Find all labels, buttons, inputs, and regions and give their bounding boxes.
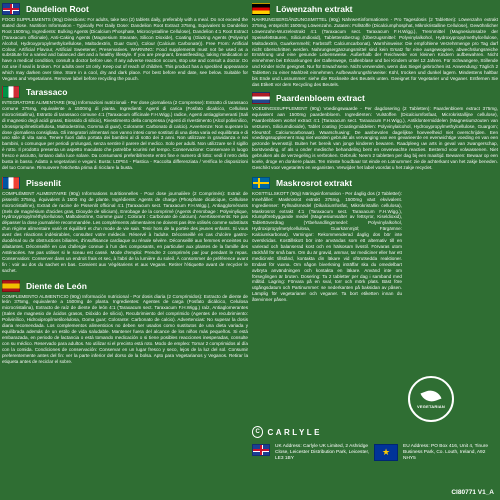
germany-flag-icon [252,3,270,15]
france-flag-icon [2,177,20,189]
section-text: COMPLEMENTO ALIMENTICIO (90g) Información nutricional - Por dosis diaria (2 Comprimidos): Extracto de diente de león 375mg, equivalente a 1500mg de planta. Ingredientes: Agentes de carga (Fosfato dicálcico, Celulosa microcristalina), Extracto de raíz de diente de león 4:1 (Taraxacum sect. Taraxacum F.H.Wigg.) raíz, Antiaglomerantes (Sales de magnesio de ácidos grasos, Dióxido de silicio), Recubrimiento del comprimido (Agentes de recubrimiento: Polivinílico, Hidroxipropilmetilcelulosa, Goma guar; Colorante: Carbonato de calcio). Advertencias: No superar la dosis diaria recomendada. Los complementos alimenticios no deben ser usados como sustitutos de una dieta variada y equilibrada además de un estilo de vida saludable. Mantener fuera del alcance de los niños más pequeños. Si está embarazada, en periodo de lactancia o está tomando medicación o si tiene posibles reacciones inesperadas, consulte con su médico. Reservado para adultos. No utilizar si el precinto está roto. Modo de empleo: Tomar 2 comprimidos al día con la comida. Condiciones de conservación: Conservar en un lugar fresco y seco, lejos de la luz del sol. Consumir preferentemente antes del fin: ver la parte inferior del dorso de la bolsa. Apto para Vegetarianos y Veganos. Retirar la etiqueta antes de reciclar el sobre. [2,293,248,364]
section-de [252,2,498,88]
section-nl [252,91,498,171]
section-it [2,85,248,171]
eu-flag-icon: ★ [374,444,398,461]
uk-flag-icon [2,3,20,15]
product-code: CI80771 V1_A [451,489,494,496]
section-header [252,2,498,16]
leaf-icon [420,387,441,404]
uk-address-row [252,444,372,462]
sweden-flag-icon [252,177,270,189]
section-se [252,176,402,303]
carlyle-c-icon: C [252,426,263,438]
carlyle-logo [252,424,322,440]
section-title: Dandelion Root [26,4,89,14]
section-text: FOOD SUPPLEMENTS (90g) Directions: For adults, take two (2) tablets daily, preferably with a meal. Do not exceed the stated dose. Nutrition Information - Typically Per Daily Dose: Dandelion Root Extract 375mg, Equivalent to Dandelion Root 1500mg. Ingredients: Bulking Agents (Dicalcium Phosphate, Microcrystalline Cellulose), Dandelion 4:1 Root Extract (Taraxacum officinale), Anti-Caking Agents (Magnesium Stearate, Silicon Dioxide), Coating (Glazing Agents (Polyvinyl Alcohol, Hydroxypropylmethylcellulose, Maltodextrin, Guar Gum), Colour (Calcium Carbonate)). Free From: Artificial Colour, Artificial Flavour, Artificial Sweetener, Preservatives. WARNING: Food supplements must not be used as a substitute for a varied and balanced diet and a healthy lifestyle. If you are pregnant, breastfeeding, taking medication or have a medical condition, consult a doctor before use. If any adverse reaction occurs, stop use and consult a doctor. Do not use if seal is broken. For adults over 18 only. Keep out of reach of children. This product has a speckled appearance which may darken over time. Store in a cool, dry and dark place. For best before end date, see below. Suitable for Vegans and Vegetarians. Remove label before recycling the pouch. [2,17,248,82]
section-title: Paardenbloem extract [276,92,365,103]
section-header [252,176,402,190]
right-column [252,0,498,303]
section-header [2,85,248,99]
section-en [2,2,248,82]
section-text: KOSTTILLSKOTT (90g) Näringsinformation - Per daglig dos (2 Tabletter): Innehåller: Maskrosrot extrakt 375mg, 1500mg växt ekvivalent. Ingredienser: Fyllnadsmedel (Dikalciumfosfat, Mikrokristallin cellulosa), Maskrosrot extrakt 4:1 (Taraxacum sect. Taraxacum F.H.Wigg.), Klumpförebyggande medel (Magnesiumsalter av fettsyror, Kiseldioxid), Tablettöverdrag (Ytbehandlingsmedel: Polyvinylalkohol, Hydroxipropylmetylcellulosa, Guarkärnmjöl; Färgämne: Kalciumkarbonat). Varningar: Rekommenderad daglig dos bör inte överskridas. Kosttillskott bör inte användas som ett alternativ till en varierad och balanserad kost och en hälsosam livsstil. Förvaras utom räckhåll för små barn. Om du är gravid, ammar, tar mediciner eller har ett medicinskt tillstånd, kontakta din läkare vid oförutsedda reaktioner. Endast för vuxna. Om någon biverkning inträffar ska du omedelbart avbryta användningen och kontakta en läkare. Använd inte om förseglingen är bruten. Dosering: Ta 2 tabletter per dag i samband med måltid. Lagring: Förvara på en sval, torr och mörk plats. Bäst före utgångsdatum och Partinummer: se nederkanten på baksidan av påsen. Lämplig för vegetarianer och veganer. Ta bort etiketten innan du återvinner påsen. [252,190,402,303]
italy-flag-icon [2,86,20,98]
company-block [252,424,498,474]
section-header [252,91,498,105]
section-fr [2,176,248,274]
section-title: Diente de León [26,280,87,291]
eu-address: EU Address: PO Box 416, Unit 4, Tinure Business Park, Co. Louth, Ireland, A92 NHY5 [403,444,489,461]
section-title: Pissenlit [26,177,61,188]
section-header [2,176,248,190]
section-title: Maskrosrot extrakt [276,177,353,188]
section-title: Tarassaco [26,86,68,97]
section-text: INTEGRATORE ALIMENTARE (90g) Informazioni nutrizionali - Per dose giornaliera (2 Compresse): Estratto di tarassaco comune 375mg, equivalente a 1500mg di pianta. Ingredienti: Agenti di carica (Fosfato dicalcico, Cellulosa microcristallina), Estratto di tarassaco comune 4:1 (Taraxacum officinale F.H.Wigg.) radice, Agenti antiagglomeranti (Sali di magnesio degli acidi grassi, Biossido di silicio), Rivestimento della compressa (Agenti di rivestimento (Alcol polivinilico, Idrossipropilmetilcellulosa, Maltodestrina, Gomma di guar), Colorante: Carbonato di calcio). Avvertenze: Non superare la dose giornaliera consigliata. Gli integratori alimentari non vanno intesi come sostituti di una dieta varia ed equilibrata e di uno stile di vita sano. Tenere fuori dalla portata dei bambini al di sotto dei 3 anni. Non utilizzare in gravidanza e nei bambini, o comunque per periodi prolungati, senza sentire il parere del medico. Solo per adulti. Non utilizzare se il sigillo è rotto. Il prodotto presenta un aspetto maculato che potrebbe scurirsi nel tempo. Conservazione: Conservare in luogo fresco e asciutto, lontano dalla luce solare. Da consumarsi preferibilmente entro fine e numero di lotto: vedi il retro della busta in basso. Adatto a vegetariani e vegani. Busta: LDPE4 - Plastica - Raccolta differenziata / Verifica le disposizioni del tuo Comune. Rimuovere l'etichetta prima di riciclare la busta. [2,99,248,170]
section-text: VOEDINGSSUPPLEMENT (90g) Voedingswaarde - Per dagdosering (2 Tabletten): Paardenbloem extract 375mg, equivalent aan 1500mg paardenbloem. Ingrediënten: Vulstoffen (Dicalciumfosfaat, Microkristallijne cellulose), Paardenbloem wortel extract 4:1 (Taraxacum sect. Taraxacum F.H.Wigg.), Antiklontermiddelen (Magnesiumzouten van vetzuren, Siliciumdioxide), Tablet coating (Coatingmiddelen: Polyvinylalcohol, Hydroxypropylmethylcellulose, Guargom; Kleurstof: Calciumcarbonaat). Waarschuwing: De aanbevolen dagelijkse hoeveelheid niet overschrijden. Een voedingssupplement mag niet worden gebruikt als vervanging van een gevarieerde en evenwichtige voeding en van een gezonde levensstijl. Buiten het bereik van jonge kinderen bewaren. Raadpleeg uw arts in geval van zwangerschap, borstvoeding, of als u onder medische behandeling bent en onverwachte reacties. Bestemd voor volwassenen. Niet gebruiken als de verzegeling is verbroken. Gebruik: Neem 2 tabletten per dag bij een maaltijd. Bewaren: Bewaar op een koele, droge en donkere plaats. Ten minste houdbaar tot einde en Lotnummer: zie de achterkant van het zakje beneden. Geschikt voor vegetariërs en veganisten. Verwijder het label voordat u het zakje recyclet. [252,105,498,170]
left-column [2,0,248,364]
section-es [2,279,248,365]
uk-address: UK Address: Carlyle UK Limited, 2 Ashridge Close, Leicester Distribution Park, Leicester, LE3 1BY [275,444,370,461]
uk-flag-icon [252,444,270,456]
eu-address-row [374,444,498,462]
section-header [2,2,248,16]
section-title: Löwenzahn extrakt [276,4,353,14]
vegetarian-badge [408,376,454,422]
section-header [2,279,248,293]
section-text: NAHRUNGSERGÄNZUNGSMITTEL (90g) Nährwertinformationen - Pro Tagesdosis (2 Tabletten): Löwenzahn extrakt 375mg, entspricht 1500mg Löwenzahn. Zutaten: Füllstoffe (Dicalciumphosphat, Mikrokristalline Cellulose), Gewöhnlicher Löwenzahn-Wurzelextrakt 4:1 (Taraxacum sect. Taraxacum F.H.Wigg.), Trennmittel (Magnesiumsalze der Speisefettsäuren, Siliciumdioxid), Tablettenüberzug (Überzugsmittel: Polyvinylalkohol, Hydroxypropylmethylcellulose, Maltodextrin, Guarkernmehl; Farbstoff: Calciumcarbonat). Warnhinweise: Die empfohlene Verzehrmenge pro Tag darf nicht überschritten werden. Nahrungsergänzungsmittel sind kein Ersatz für eine ausgewogene, abwechslungsreiche Ernährung und eine gesunde Lebensweise. Außerhalb der Reichweite von kleinen Kindern aufbewahren. Nicht einnehmen bei Erkrankungen der Gallenwege, Gallenblase und bei Kindern unter 12 Jahren. Für Schwangere, Stillende und Kinder nicht geeignet. Nur für Erwachsene. Nicht verwenden, wenn das Siegel gebrochen ist. Anwendung: Täglich 2 Tabletten zu einer Mahlzeit einnehmen. Aufbewahrungshinweise: Kühl, trocken und dunkel lagern. Mindestens haltbar bis Ende und Losnummer: siehe die Rückseite des Beutels unten. Geeignet für Vegetarier und Veganer. Entfernen Sie das Etikett vor dem Recycling des Beutels. [252,17,498,87]
section-text: COMPLÉMENT ALIMENTAIRE (90g) Informations nutritionnelles - Pour dose journalière (2 Comprimés): Extrait de pissenlit 375mg, équivalent à 1500 mg de plante. Ingrédients: Agents de charge (Phosphate dicalcique, Cellulose microcristalline), Extrait de racine de Pissenlit officinal 4:1 (Taraxacum sect. Taraxacum F.H.Wigg.), Antiagglomérants (Sels de magnésium d'acides gras, Dioxyde de silicium), Enrobage de la comprimé (Agents d'enrobage : Polyvinylique, Hydroxypropylméthylcellulose, Maltodextrine, Gomme guar ; Colorant : Carbonate de calcium). Avertissements: Ne pas dépasser la dose journalière recommandée. Les compléments alimentaires ne doivent pas être utilisés comme substituts d'un régime alimentaire varié et équilibré et d'un mode de vie sain. Tenir hors de la portée des jeunes enfants. Si vous avez des réactions indésirables, consultez votre médecin. Réservé à l'adulte. Déconseillé en cas d'ulcère gastro-duodénal ou de obstructions biliaires, d'insuffisance cardiaque ou rénale sévère. Déconseillé aux femmes enceintes ou allaitantes. Déconseillé en cas d'allergie connue à l'un des composants, en particulier aux plantes de la famille des Astéracées. Ne pas utiliser si le sceau est cassé. Mode d'emploi: Prendre 2 comprimés par jour pendant le repas. Conservation: Conserver dans un endroit frais et sec, à l'abri de la lumière du soleil. À consommer de préférence avant fin : voir au dos du sachet en bas. Convient aux Végétariens et aux Vegans. Retirer l'étiquette avant de recycler le sachet. [2,190,248,273]
badge-text: VEGETARIAN [417,403,445,409]
spain-flag-icon [2,280,20,292]
netherlands-flag-icon [252,92,270,104]
logo-text: CARLYLE [267,427,322,437]
